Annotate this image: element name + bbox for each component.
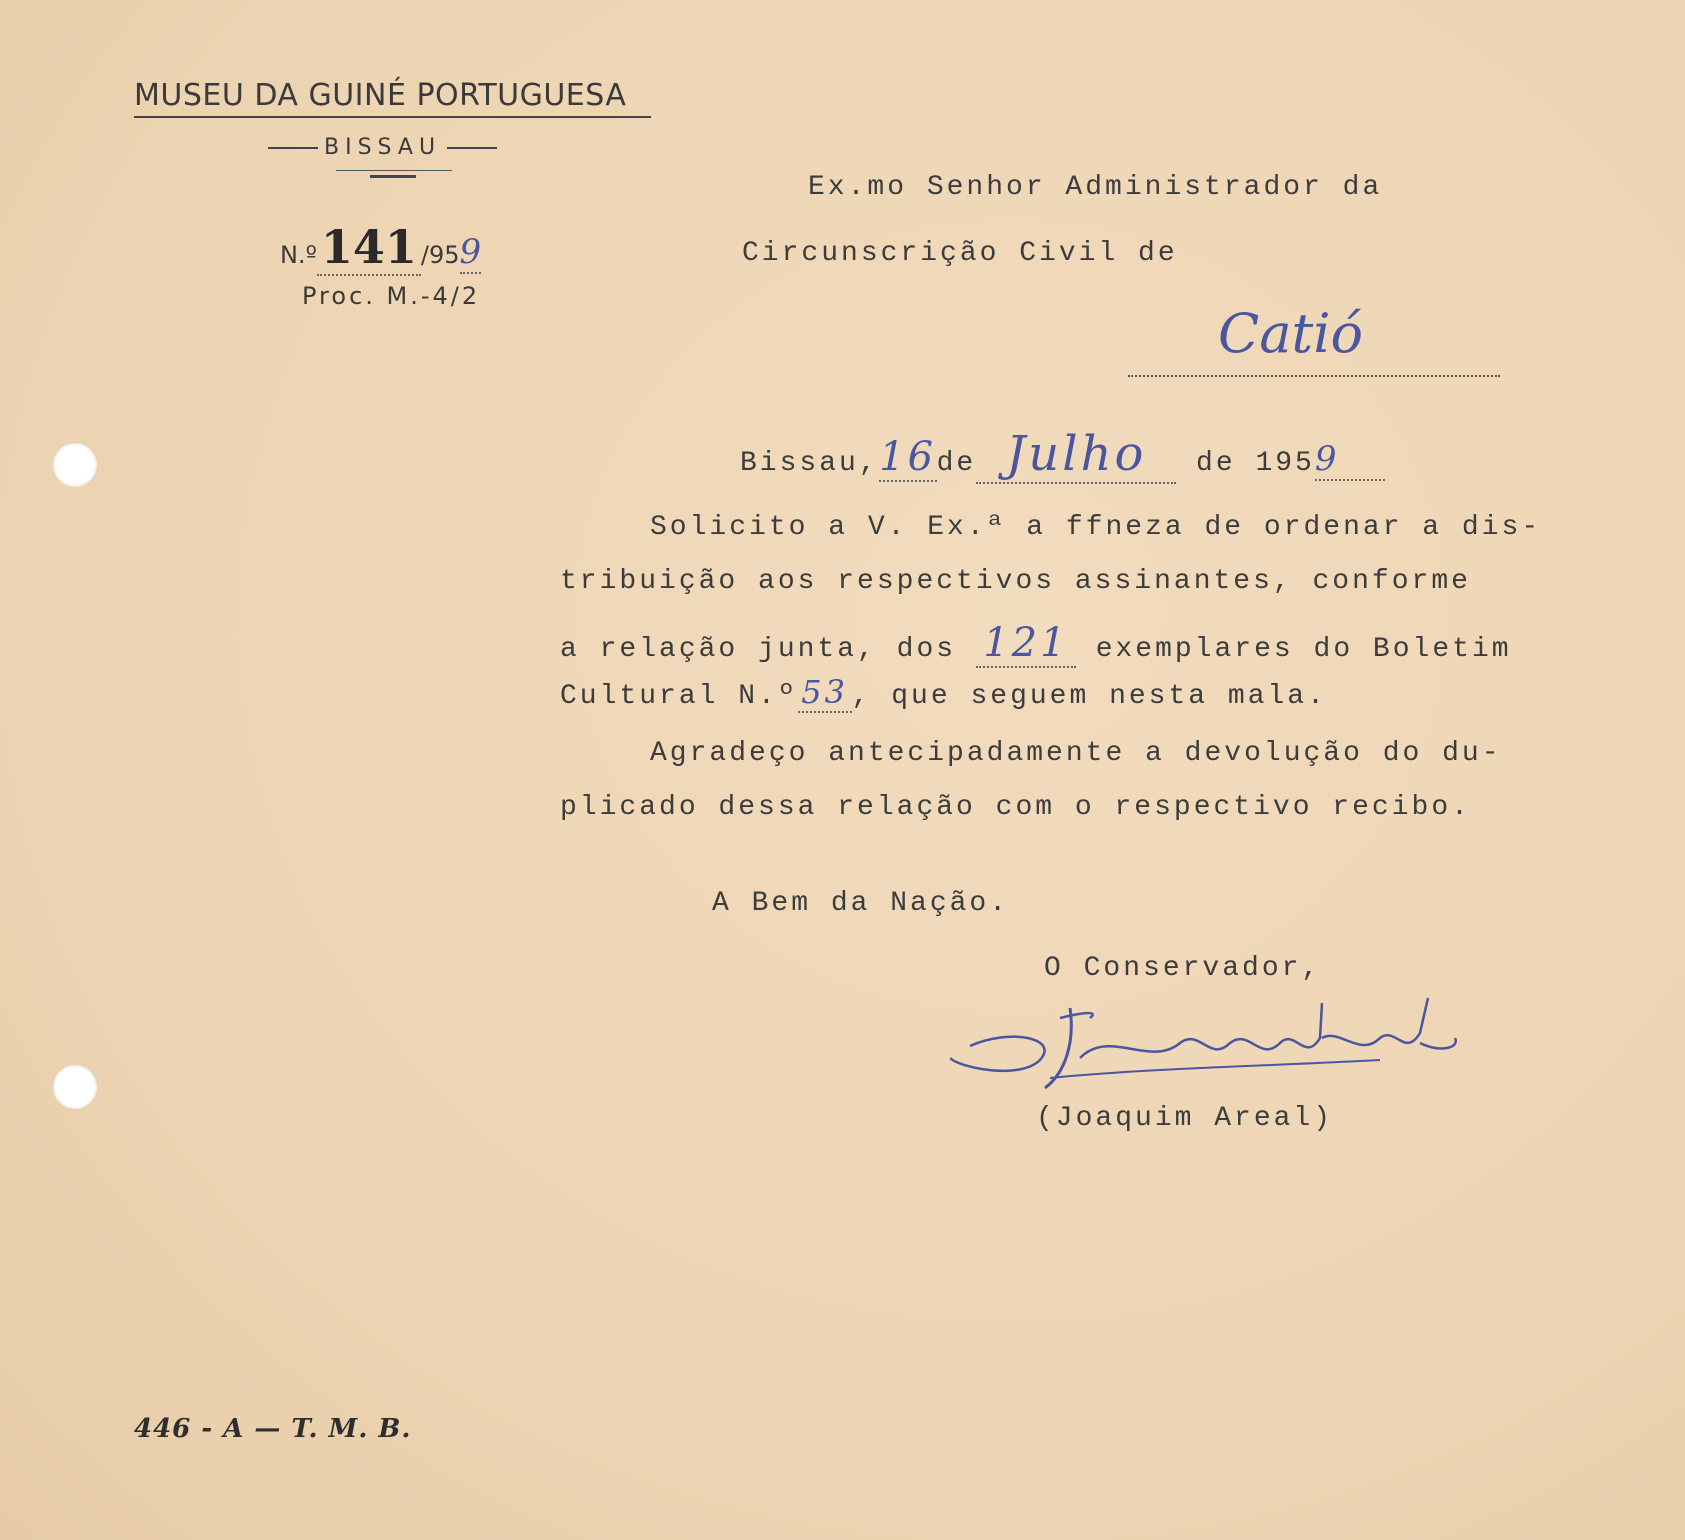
closing-greeting: A Bem da Nação. (712, 888, 1010, 919)
copies-count-handwritten: 121 (976, 620, 1076, 668)
addressee-place-handwritten: Catió (1218, 302, 1363, 365)
letterhead-institution: MUSEU DA GUINÉ PORTUGUESA (134, 78, 627, 113)
number-prefix: N.º (280, 241, 317, 269)
letterhead-rule (134, 116, 651, 118)
city-dash-right (447, 147, 497, 149)
letterhead-city-block (262, 135, 503, 160)
addressee-line-1: Ex.mo Senhor Administrador da (808, 172, 1383, 203)
city-dash-left (268, 147, 318, 149)
punch-hole-top (53, 443, 97, 487)
addressee-line-2: Circunscrição Civil de (742, 238, 1178, 269)
date-day-handwritten: 16 (879, 434, 937, 480)
date-de-1: de (936, 448, 977, 479)
printer-code: 446 - A — T. M. B. (134, 1414, 412, 1444)
body-line-4-end: , que seguem nesta mala. (851, 681, 1327, 712)
bulletin-number-handwritten: 53 (798, 673, 852, 713)
process-reference: Proc. M.-4/2 (302, 282, 481, 310)
body-line-3-end: exemplares do Boletim (1095, 634, 1512, 665)
date-year-handwritten: 9 (1315, 439, 1385, 481)
body-line-4-start: Cultural N.º (560, 681, 798, 712)
date-line (740, 426, 1385, 484)
handwritten-signature (950, 988, 1470, 1103)
body-line-4 (560, 673, 1327, 713)
body-line-3 (560, 620, 1512, 668)
date-prefix: Bissau, (740, 448, 879, 479)
number-year-handwritten: 9 (459, 232, 482, 272)
body-line-6: plicado dessa relação com o respectivo recibo. (560, 792, 1471, 823)
signer-name: (Joaquim Areal) (1036, 1103, 1334, 1134)
body-line-5: Agradeço antecipadamente a devolução do du- (650, 738, 1502, 769)
signer-role: O Conservador, (1044, 953, 1322, 984)
body-line-2: tribuição aos respectivos assinantes, conforme (560, 566, 1471, 597)
date-month-handwritten: Julho (976, 426, 1176, 484)
reference-number (280, 220, 481, 274)
body-line-1: Solicito a V. Ex.ª a ffneza de ordenar a dis- (650, 512, 1542, 543)
letterhead-city: BISSAU (324, 135, 442, 160)
date-de-2: de 195 (1196, 448, 1315, 479)
letterhead-rule-thick (370, 175, 416, 178)
letterhead-rule-short (336, 170, 452, 171)
punch-hole-bottom (53, 1065, 97, 1109)
number-stamp: 141 (317, 220, 421, 276)
addressee-place-dotted-line (1128, 375, 1500, 377)
number-year-prefix: /95 (420, 241, 460, 269)
body-line-3-start: a relação junta, dos (560, 634, 957, 665)
